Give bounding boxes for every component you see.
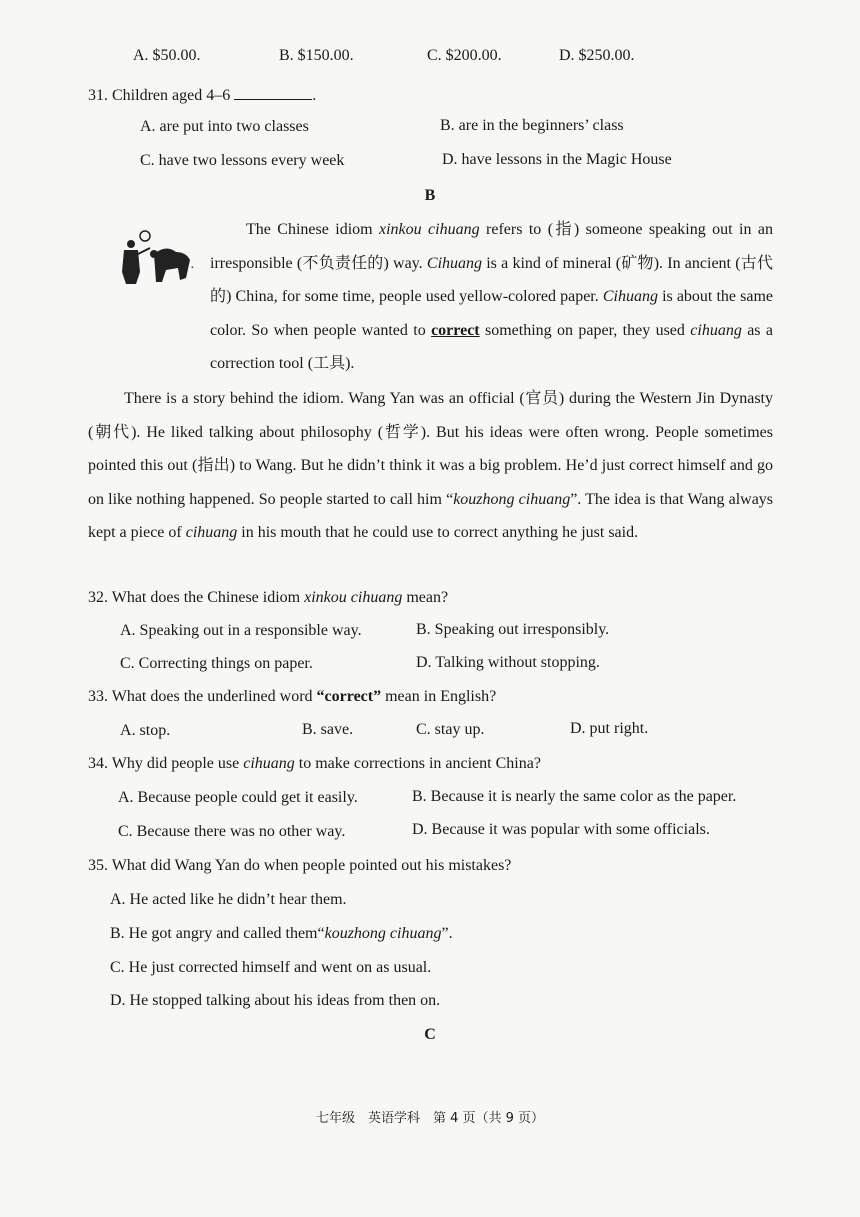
text: 34. Why did people use: [88, 755, 244, 772]
q30-option-c: C. $200.00.: [427, 47, 502, 64]
q32-option-a: A. Speaking out in a responsible way.: [120, 622, 362, 639]
q30-option-a: A. $50.00.: [133, 47, 201, 64]
text: mean in English?: [381, 688, 497, 705]
italic-text: kouzhong cihuang: [324, 925, 442, 942]
q35-option-a: A. He acted like he didn’t hear them.: [110, 891, 347, 908]
text: refers to (指) someone speaking out in an irresponsible (不负责任的) way.: [210, 221, 773, 272]
q32-option-b: B. Speaking out irresponsibly.: [416, 621, 610, 638]
q35-option-b: [110, 926, 453, 942]
text: as a correction tool (工具).: [210, 321, 773, 372]
q31-option-c: C. have two lessons every week: [140, 152, 345, 169]
italic-text: cihuang: [185, 524, 238, 541]
italic-text: xinkou cihuang: [379, 221, 480, 238]
text: There is a story behind the idiom. Wang Yan was an official (官员) during the Western Jin Dynasty (朝代). He liked talking about philosophy (哲学). But his ideas were often wrong. People sometimes pointed this out (指出) to Wang. But he didn’t think it was a big problem. He’d just correct himself and go on like nothing happened. So people started to call him “: [88, 390, 773, 508]
q31-option-d: D. have lessons in the Magic House: [442, 151, 672, 168]
q34-stem: [88, 756, 541, 772]
italic-text: cihuang: [690, 321, 742, 339]
passage-p2: [88, 382, 773, 550]
text: mean?: [402, 589, 449, 606]
q33-option-a: A. stop.: [120, 722, 171, 739]
text: B. He got angry and called them“: [110, 925, 325, 942]
q32-option-d: D. Talking without stopping.: [416, 654, 600, 671]
q31-stem-end: .: [312, 87, 317, 104]
q33-option-d: D. put right.: [570, 720, 649, 737]
passage-p1-top: [210, 213, 773, 381]
italic-text: kouzhong cihuang: [453, 490, 571, 508]
text: ”. The idea is that Wang always kept a piece of: [88, 490, 774, 541]
idiom-illustration: [114, 228, 196, 286]
text: is a kind of mineral (矿物). In ancient (古代的) China, for some time, people used yellow-colored paper.: [210, 254, 773, 305]
italic-text: cihuang: [243, 755, 295, 772]
text: is about the same color. So when people wanted to: [210, 288, 773, 339]
q34-option-c: C. Because there was no other way.: [118, 823, 346, 840]
underlined-word: correct: [431, 321, 480, 339]
q35-option-c: C. He just corrected himself and went on as usual.: [110, 959, 432, 976]
answer-blank: [234, 85, 312, 100]
italic-text: Cihuang: [602, 288, 658, 305]
bold-text: “correct”: [316, 688, 382, 705]
q32-option-c: C. Correcting things on paper.: [120, 655, 313, 672]
text: 32. What does the Chinese idiom: [88, 589, 305, 606]
italic-text: Cihuang: [426, 254, 483, 272]
q31-option-b: B. are in the beginners’ class: [440, 117, 624, 134]
section-b-heading: B: [424, 187, 436, 204]
text: something on paper, they used: [479, 321, 691, 339]
q34-option-b: B. Because it is nearly the same color as the paper.: [412, 788, 737, 805]
q35-option-d: D. He stopped talking about his ideas from then on.: [110, 992, 441, 1009]
q34-option-d: D. Because it was popular with some officials.: [412, 821, 710, 838]
q31-stem-text: 31. Children aged 4–6: [88, 87, 231, 104]
text: 33. What does the underlined word: [88, 688, 317, 705]
q31-stem: [88, 85, 316, 104]
text: ”.: [441, 925, 453, 942]
text: The Chinese idiom: [246, 221, 379, 238]
q35-stem: 35. What did Wang Yan do when people pointed out his mistakes?: [88, 857, 512, 874]
page-footer: 七年级 英语学科 第 4 页（共 9 页）: [315, 1111, 545, 1126]
text: in his mouth that he could use to correct anything he just said.: [237, 524, 639, 541]
section-c-heading: C: [424, 1026, 436, 1043]
dot-mark: ·: [190, 261, 195, 276]
q32-stem: [88, 590, 448, 606]
q33-stem: [88, 689, 496, 705]
text: to make corrections in ancient China?: [294, 755, 541, 772]
q33-option-c: C. stay up.: [416, 721, 485, 738]
q30-option-d: D. $250.00.: [559, 47, 635, 64]
q30-option-b: B. $150.00.: [279, 47, 354, 64]
q33-option-b: B. save.: [302, 721, 354, 738]
q34-option-a: A. Because people could get it easily.: [118, 789, 358, 806]
italic-text: xinkou cihuang: [304, 589, 403, 606]
q31-option-a: A. are put into two classes: [140, 118, 309, 135]
